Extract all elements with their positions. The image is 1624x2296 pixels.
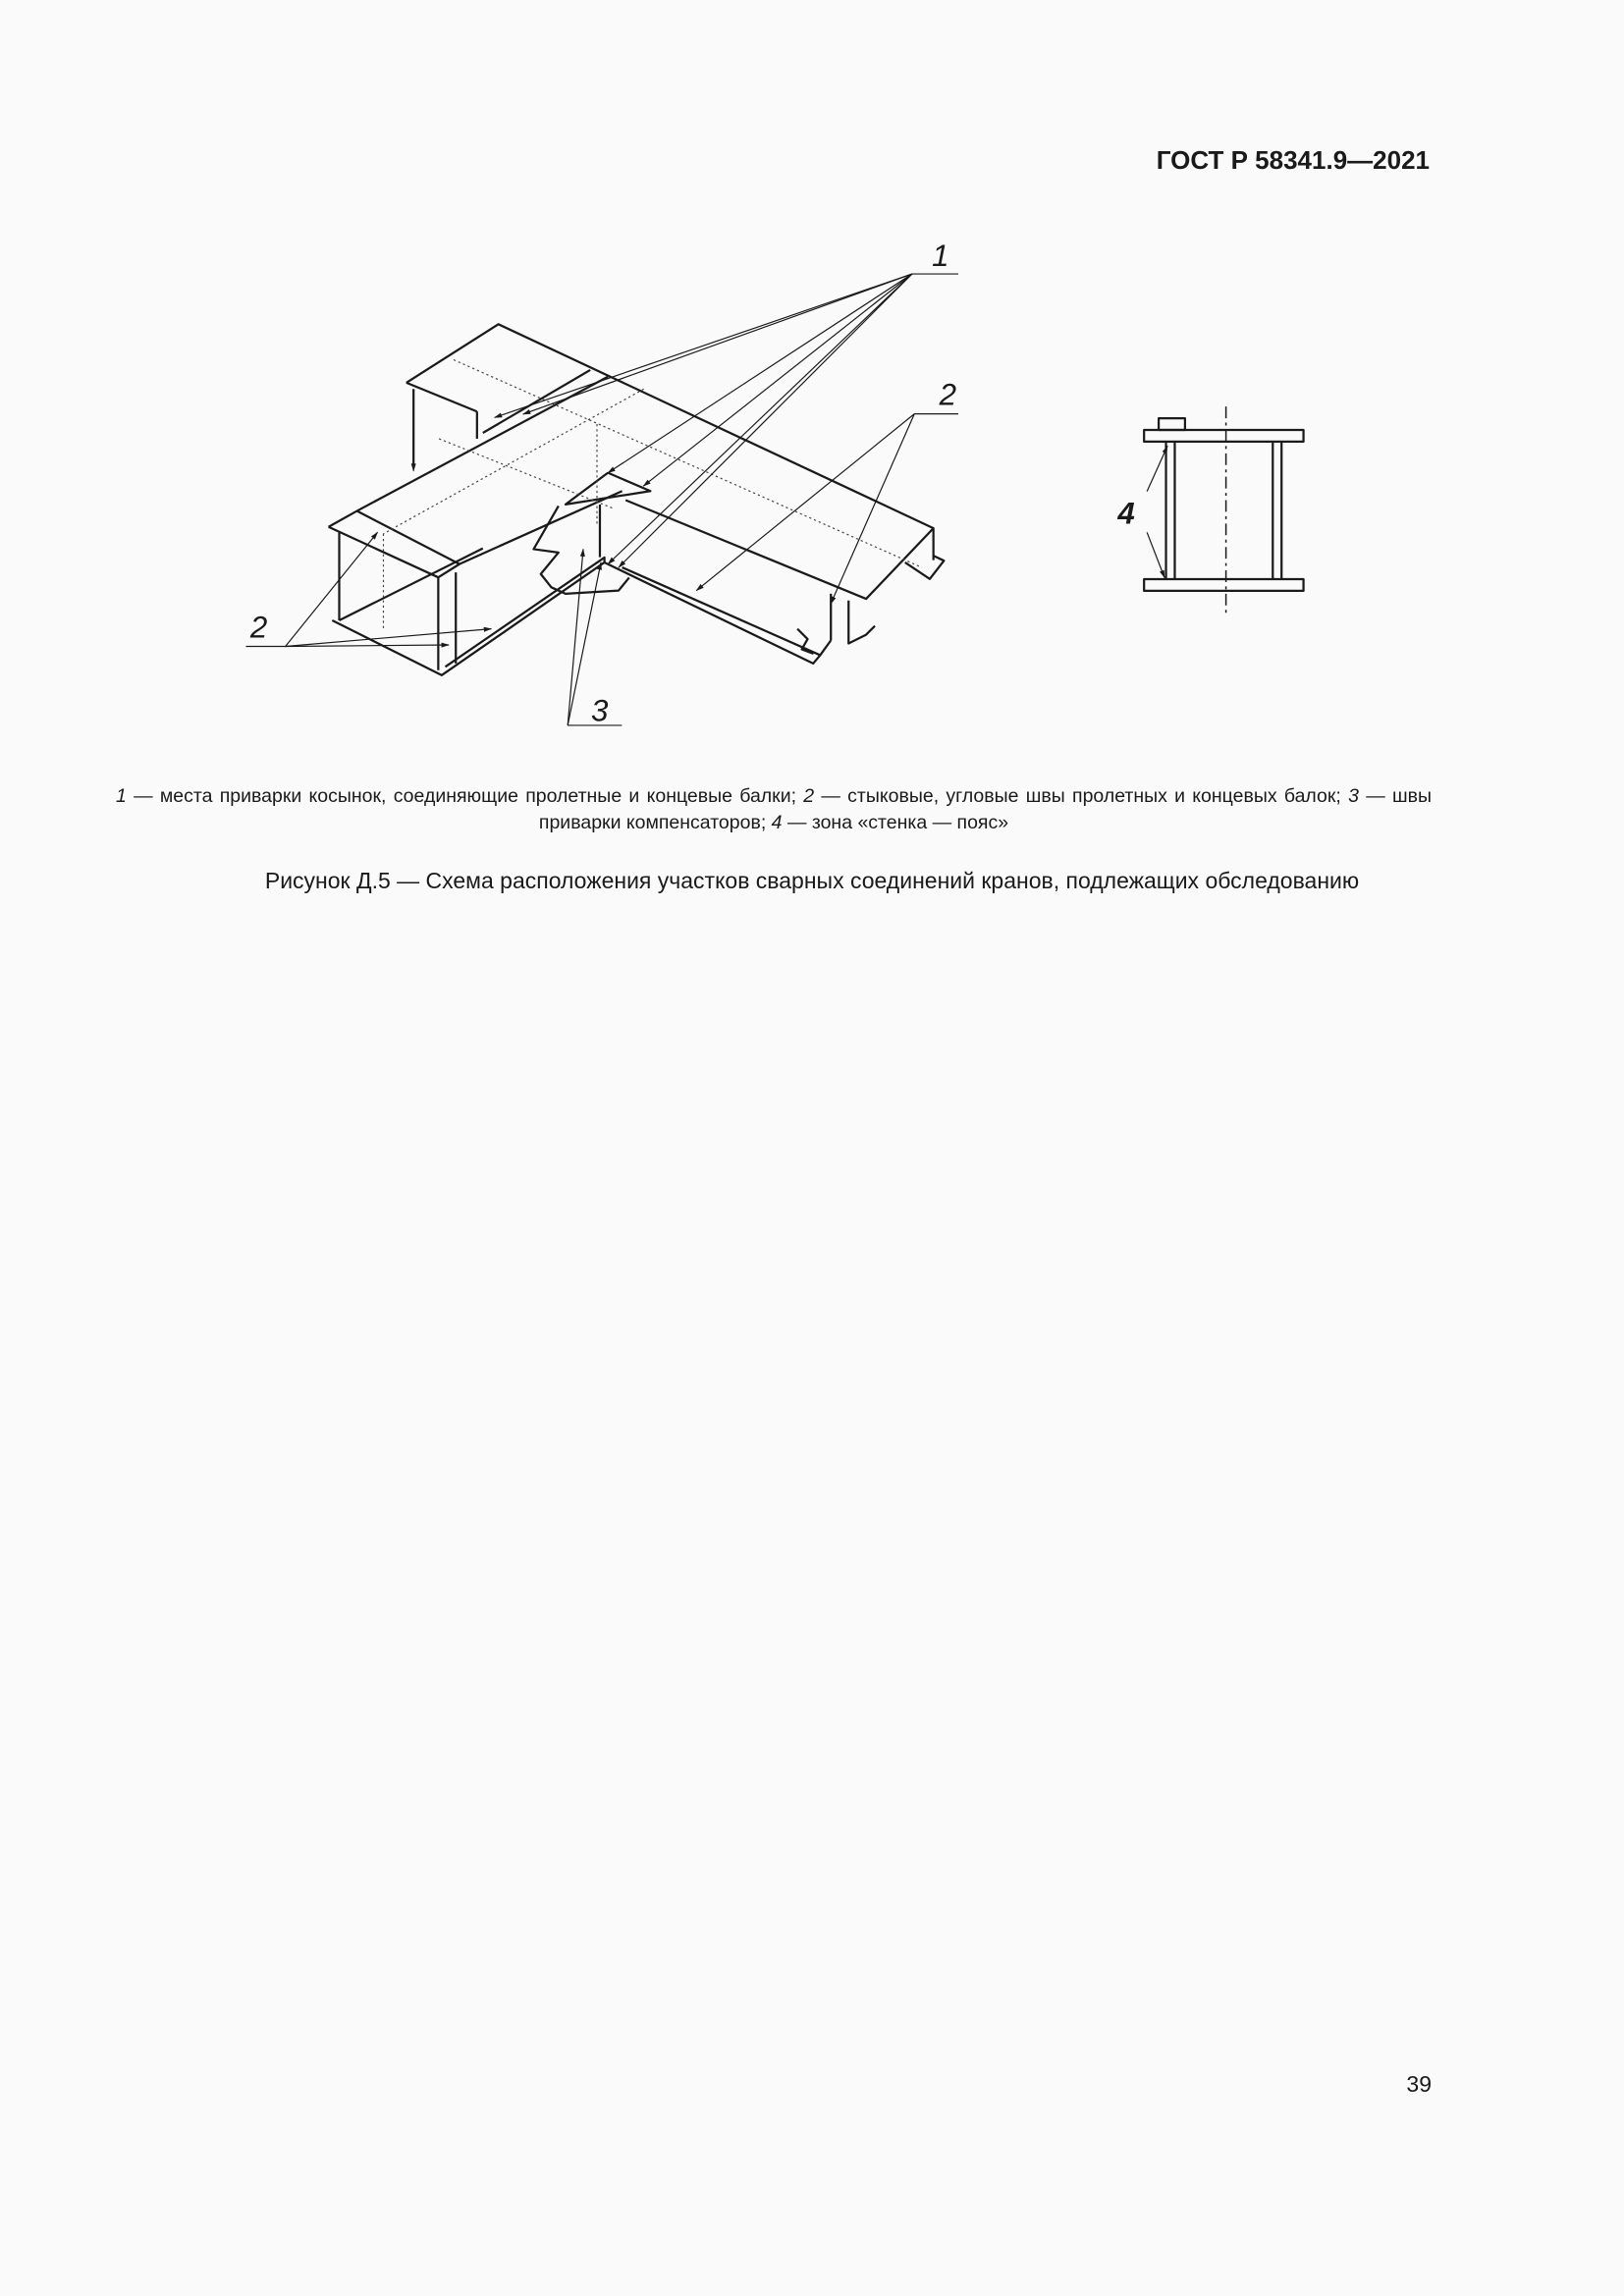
legend-text-2: — стыковые, угловые швы пролетных и концевых балок; xyxy=(814,785,1349,807)
callout-2-left-label: 2 xyxy=(249,610,268,645)
isometric-beams xyxy=(329,324,945,675)
callout-2-left-arrows xyxy=(245,532,491,646)
callout-4-label: 4 xyxy=(1117,496,1135,531)
figure-legend xyxy=(116,783,1432,836)
legend-num-2: 2 xyxy=(803,785,815,807)
page-number: 39 xyxy=(1406,2071,1432,2097)
document-header: ГОСТ Р 58341.9—2021 xyxy=(1156,145,1430,175)
callout-3-label: 3 xyxy=(591,693,609,728)
callout-1-label: 1 xyxy=(932,239,949,274)
callout-2-right-label: 2 xyxy=(939,377,957,412)
legend-num-4: 4 xyxy=(771,812,783,833)
legend-text-1: — места приварки косынок, соединяющие пролетные и концевые балки; xyxy=(126,785,804,807)
legend-num-1: 1 xyxy=(116,785,127,807)
section-view xyxy=(1144,406,1303,614)
legend-num-3: 3 xyxy=(1348,785,1359,807)
legend-text-4: — зона «стенка — пояс» xyxy=(782,812,1009,833)
callout-1-arrows xyxy=(413,274,958,567)
legend-text-3: — швы приварки компенсаторов; xyxy=(538,785,1432,833)
figure-caption: Рисунок Д.5 — Схема расположения участков сварных соединений кранов, подлежащих обследованию xyxy=(264,868,1360,893)
